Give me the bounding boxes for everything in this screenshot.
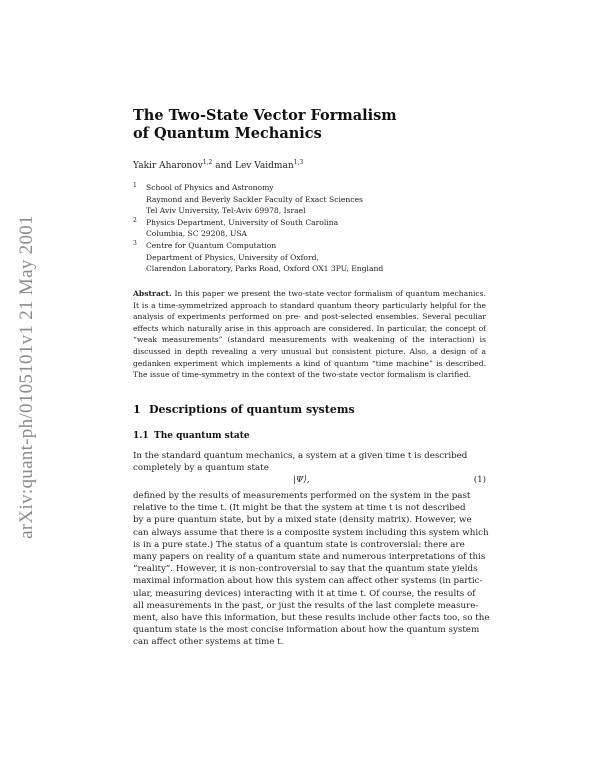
equation-expression: |Ψ⟩, (293, 475, 310, 485)
affiliation-line: Centre for Quantum Computation (146, 240, 277, 250)
affiliation-2 (133, 217, 493, 240)
affiliation-number: 1 (133, 182, 137, 189)
text-line: is in a pure state.) The status of a quantum state is controversial: there are (133, 539, 465, 550)
author-aharonov: Yakir Aharonov (133, 161, 203, 171)
text-line: can always assume that there is a composite system including this system which (133, 527, 489, 538)
affiliation-line: Clarendon Laboratory, Parks Road, Oxford OX1 3PU, England (146, 264, 384, 274)
equation-1 (133, 475, 486, 489)
affiliation-line: Tel Aviv University, Tel-Aviv 69978, Israel (146, 206, 306, 216)
text-line: by a pure quantum state, but by a mixed state (density matrix). However, we (133, 515, 472, 526)
author-line (133, 159, 303, 171)
affiliation-number: 3 (133, 239, 137, 247)
author-conjunction: and (212, 161, 235, 171)
affiliation-line: Columbia, SC 29208, USA (146, 229, 248, 239)
equation-number: (1) (473, 475, 486, 485)
abstract-text: In this paper we present the two-state vector formalism of quantum mechanics. It is a time-symmetrized approach to standard quantum theory particularly helpful for the analysis of experiments performed on pre- and post-selected ensembles. Several peculiar effects which naturally arise in this approach are considered. In particular, the concept of “weak measurements” (standard measurements with weakening of the interaction) is discussed in depth revealing a very unusual but consistent picture. Also, a design of a gedanken experiment which implements a kind of quantum “time machine” is described. The issue of time-symmetry in the context of the two-state vector formalism is clarified. (133, 289, 486, 380)
author-aharonov-affil: 1,2 (202, 159, 213, 166)
text-line: can affect other systems at time t. (133, 637, 284, 648)
text-line: ular, measuring devices) interacting with it at time t. Of course, the results of (133, 588, 476, 599)
section-heading (133, 403, 355, 416)
text-line: all measurements in the past, or just the results of the last complete measure- (133, 600, 479, 611)
paragraph-2 (133, 490, 490, 649)
abstract-label: Abstract. (133, 289, 172, 298)
text-line: many papers on reality of a quantum state and numerous interpretations of this (133, 552, 486, 563)
affiliation-number: 2 (133, 216, 137, 224)
affiliation-line: Physics Department, University of South Carolina (146, 217, 339, 227)
affiliation-1 (133, 182, 493, 217)
text-line: defined by the results of measurements performed on the system in the past (133, 491, 471, 501)
arxiv-side-stamp (12, 182, 42, 572)
affiliation-line: School of Physics and Astronomy (146, 183, 274, 192)
affiliation-3 (133, 240, 493, 275)
section-title: Descriptions of quantum systems (149, 403, 355, 416)
affiliation-line: Raymond and Beverly Sackler Faculty of Exact Sciences (146, 194, 363, 204)
text-line: In the standard quantum mechanics, a system at a given time t is described (133, 451, 468, 461)
subsection-number: 1.1 (133, 431, 149, 441)
title-line-1: The Two-State Vector Formalism (133, 107, 397, 124)
abstract (133, 288, 486, 381)
affiliation-line: Department of Physics, University of Oxford, (146, 252, 319, 262)
paragraph-1 (133, 450, 486, 474)
title-line-2: of Quantum Mechanics (133, 125, 322, 142)
affiliations (133, 182, 493, 275)
text-line: relative to the time t. (It might be that the system at time t is not described (133, 503, 466, 514)
author-vaidman: Lev Vaidman (235, 161, 294, 171)
text-line: quantum state is the most concise information about how the quantum system (133, 625, 480, 636)
text-line: maximal information about how this system can affect other systems (in partic- (133, 576, 483, 587)
text-line: completely by a quantum state (133, 463, 269, 474)
section-number: 1 (133, 403, 141, 416)
subsection-heading (133, 431, 250, 441)
author-vaidman-affil: 1,3 (293, 159, 304, 166)
text-line: ment, also have this information, but these results include other facts too, so the (133, 613, 490, 624)
subsection-title: The quantum state (154, 431, 250, 441)
paper-title (133, 107, 513, 143)
text-line: “reality”. However, it is non-controversial to say that the quantum state yields (133, 564, 478, 575)
arxiv-identifier: arXiv:quant-ph/0105101v1 21 May 2001 (16, 215, 37, 539)
